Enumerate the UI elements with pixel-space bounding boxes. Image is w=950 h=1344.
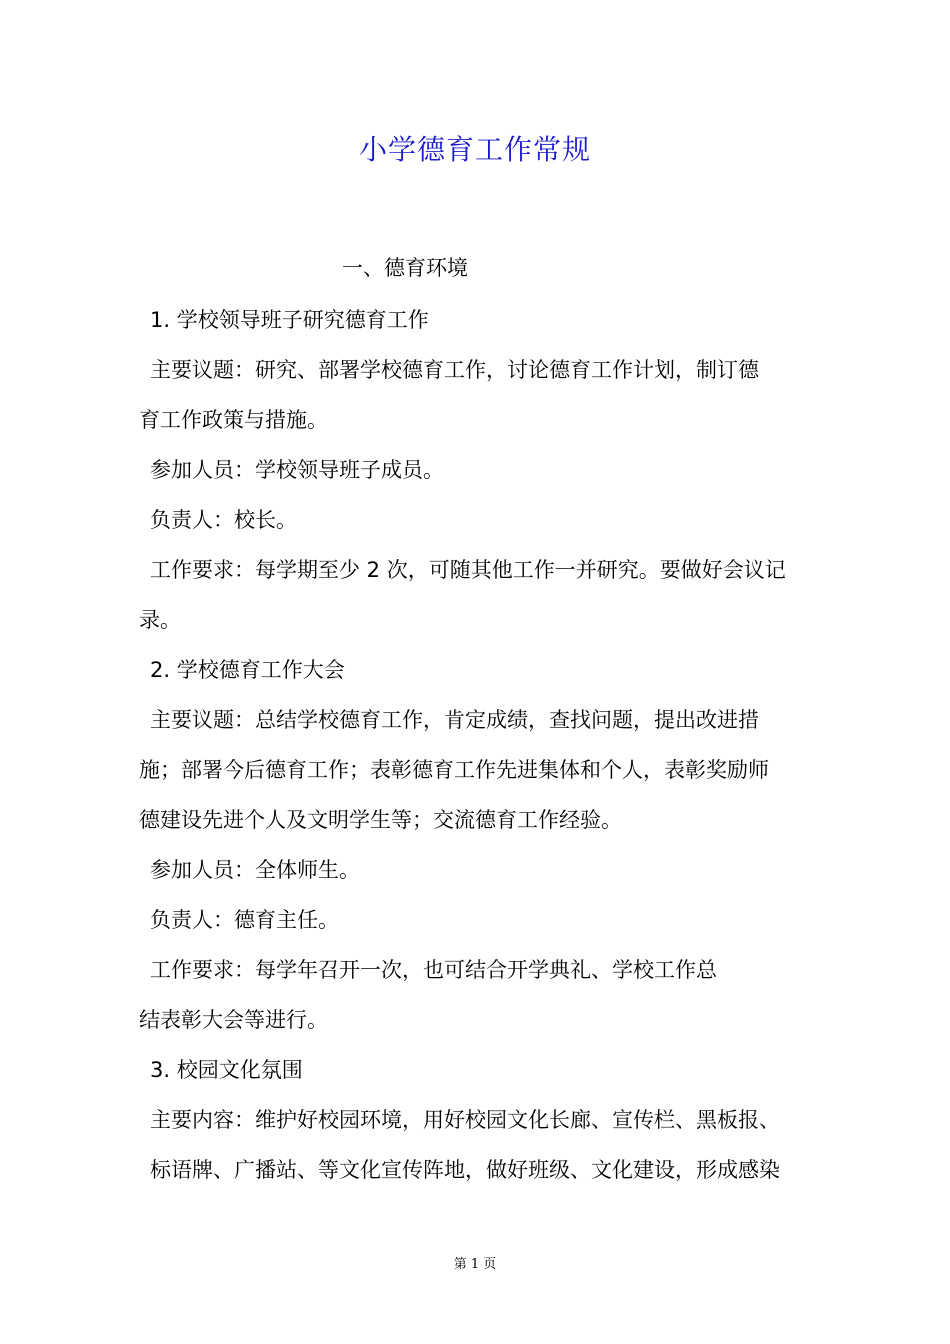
paragraph-line: 标语牌、广播站、等文化宣传阵地，做好班级、文化建设，形成感染 — [150, 1158, 780, 1182]
paragraph-line: 主要议题：研究、部署学校德育工作，讨论德育工作计划，制订德 — [150, 358, 759, 382]
item-heading: 3. 校园文化氛围 — [150, 1058, 303, 1082]
paragraph-line: 育工作政策与措施。 — [139, 408, 328, 432]
paragraph-line: 主要议题：总结学校德育工作，肯定成绩，查找问题，提出改进措 — [150, 708, 759, 732]
paragraph-line: 主要内容：维护好校园环境，用好校园文化长廊、宣传栏、黑板报、 — [150, 1108, 780, 1132]
paragraph-line: 录。 — [139, 608, 181, 632]
paragraph-line: 负责人：校长。 — [150, 508, 297, 532]
document-title: 小学德育工作常规 — [358, 133, 591, 166]
paragraph-line: 参加人员：学校领导班子成员。 — [150, 458, 444, 482]
paragraph-line: 结表彰大会等进行。 — [139, 1008, 328, 1032]
item-heading: 2. 学校德育工作大会 — [150, 658, 345, 682]
paragraph-line: 施；部署今后德育工作；表彰德育工作先进集体和个人，表彰奖励师 — [139, 758, 769, 782]
paragraph-line: 工作要求：每学期至少 2 次，可随其他工作一并研究。要做好会议记 — [150, 558, 786, 582]
paragraph-line: 工作要求：每学年召开一次，也可结合开学典礼、学校工作总 — [150, 958, 717, 982]
section-heading: 一、德育环境 — [342, 256, 468, 280]
paragraph-line: 参加人员：全体师生。 — [150, 858, 360, 882]
page-number: 第 1 页 — [453, 1257, 497, 1272]
paragraph-line: 德建设先进个人及文明学生等；交流德育工作经验。 — [139, 808, 622, 832]
item-heading: 1. 学校领导班子研究德育工作 — [150, 308, 429, 332]
paragraph-line: 负责人：德育主任。 — [150, 908, 339, 932]
